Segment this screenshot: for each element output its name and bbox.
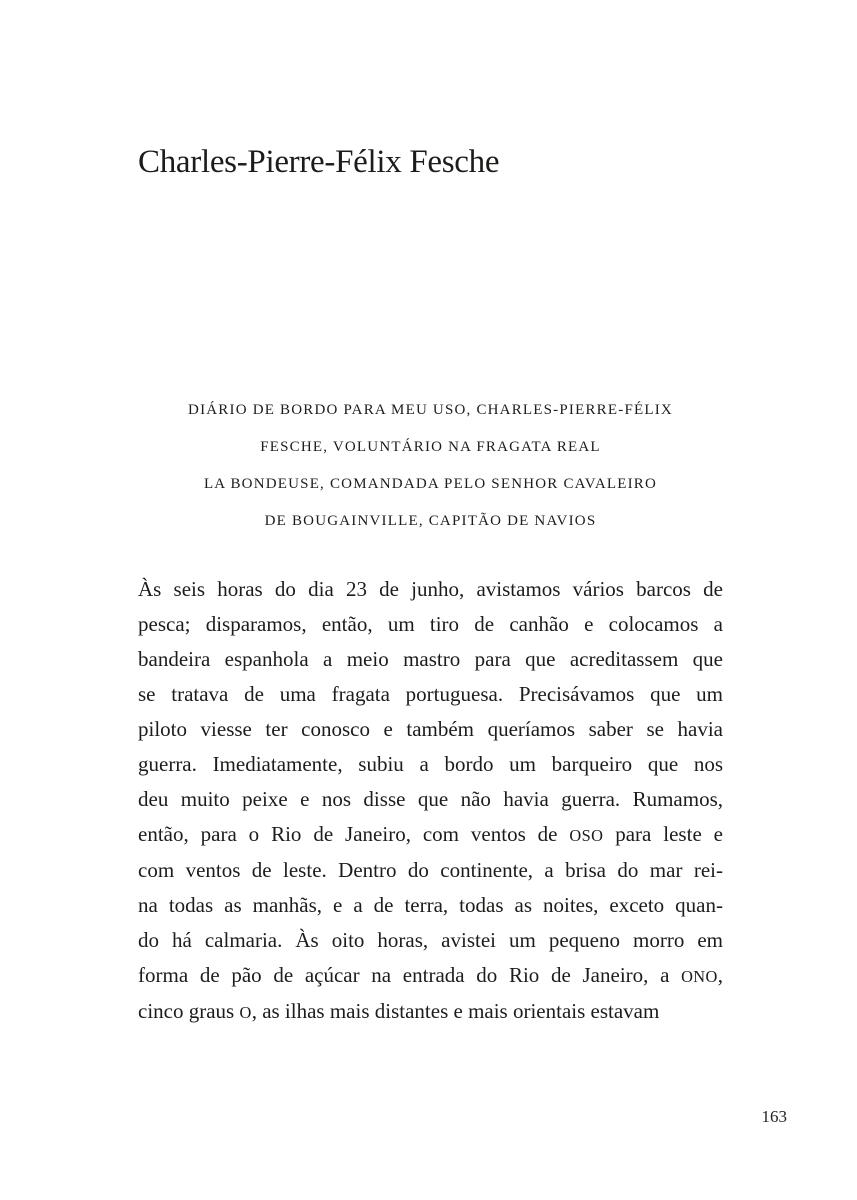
body-line bbox=[138, 853, 723, 888]
section-heading bbox=[138, 392, 723, 540]
text-segment: então, para o Rio de Janeiro, com ventos de bbox=[138, 822, 570, 846]
body-line bbox=[138, 572, 723, 607]
text-segment: pesca; disparamos, então, um tiro de canhão e colocamos a bbox=[138, 612, 723, 636]
body-line bbox=[138, 712, 723, 747]
small-caps-text: OSO bbox=[569, 826, 604, 845]
text-segment: bandeira espanhola a meio mastro para que acreditassem que bbox=[138, 647, 723, 671]
text-segment: , as ilhas mais distantes e mais orientais estavam bbox=[251, 999, 660, 1023]
small-caps-text: O bbox=[239, 1003, 252, 1022]
text-segment: para leste e bbox=[603, 822, 723, 846]
text-segment: na todas as manhãs, e a de terra, todas as noites, exceto quan- bbox=[138, 893, 723, 917]
chapter-title: Charles-Pierre-Félix Fesche bbox=[138, 144, 500, 180]
text-segment: Às seis horas do dia 23 de junho, avistamos vários barcos de bbox=[138, 577, 723, 601]
heading-line: DE BOUGAINVILLE, CAPITÃO DE NAVIOS bbox=[264, 513, 597, 529]
body-text bbox=[138, 572, 723, 1030]
body-line bbox=[138, 888, 723, 923]
text-segment: cinco graus bbox=[138, 999, 240, 1023]
text-segment: do há calmaria. Às oito horas, avistei um pequeno morro em bbox=[138, 928, 723, 952]
heading-line: LA BONDEUSE, COMANDADA PELO SENHOR CAVALEIRO bbox=[203, 476, 658, 492]
text-segment: forma de pão de açúcar na entrada do Rio de Janeiro, a bbox=[138, 963, 682, 987]
body-line bbox=[138, 782, 723, 817]
body-line bbox=[138, 677, 723, 712]
body-line bbox=[138, 958, 723, 994]
text-segment: piloto viesse ter conosco e também queríamos saber se havia bbox=[138, 717, 723, 741]
body-line bbox=[138, 923, 723, 958]
text-segment: , bbox=[717, 963, 723, 987]
text-segment: se tratava de uma fragata portuguesa. Precisávamos que um bbox=[138, 682, 723, 706]
body-line bbox=[138, 642, 723, 677]
heading-line: FESCHE, VOLUNTÁRIO NA FRAGATA REAL bbox=[260, 439, 601, 455]
body-line bbox=[138, 994, 723, 1030]
heading-line: DIÁRIO DE BORDO PARA MEU USO, CHARLES-PIERRE-FÉLIX bbox=[188, 402, 673, 418]
body-line bbox=[138, 607, 723, 642]
text-segment: com ventos de leste. Dentro do continente, a brisa do mar rei- bbox=[138, 858, 723, 882]
body-line bbox=[138, 747, 723, 782]
body-line bbox=[138, 817, 723, 853]
small-caps-text: ONO bbox=[681, 967, 718, 986]
page-number: 163 bbox=[761, 1107, 787, 1126]
text-segment: guerra. Imediatamente, subiu a bordo um barqueiro que nos bbox=[138, 752, 723, 776]
text-segment: deu muito peixe e nos disse que não havia guerra. Rumamos, bbox=[138, 787, 723, 811]
